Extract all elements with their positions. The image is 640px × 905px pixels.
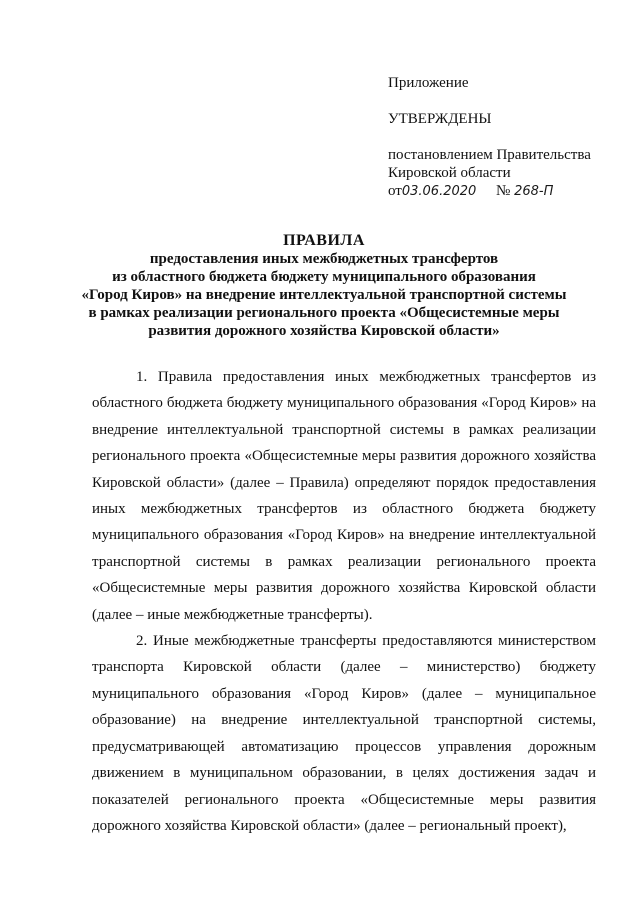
approved-label: УТВЕРЖДЕНЫ xyxy=(388,111,492,127)
title-line: развития дорожного хозяйства Кировской области» xyxy=(148,323,500,339)
resolution-line-2: Кировской области xyxy=(388,165,511,181)
number-prefix: № xyxy=(496,183,511,199)
handwritten-date: 03.06.2020 xyxy=(401,184,477,199)
appendix-label: Приложение xyxy=(388,75,469,91)
title-line: «Город Киров» на внедрение интеллектуальной транспортной системы xyxy=(81,287,567,303)
document-title xyxy=(60,232,588,340)
date-prefix: от xyxy=(388,183,402,199)
document-body xyxy=(92,364,596,839)
number-field xyxy=(496,182,553,201)
paragraph-2: 2. Иные межбюджетные трансферты предоставляются министерством транспорта Кировской области (далее – министерство) бюджету муниципального образования «Город Киров» (далее – муниципальное образование) на внедрение интеллектуальной транспортной системы, предусматривающей автоматизацию процессов управления дорожным движением в муниципальном образовании, в целях достижения задач и показателей регионального проекта «Общесистемные меры развития дорожного хозяйства Кировской области» (далее – региональный проект), xyxy=(92,633,596,834)
resolution-line-1: постановлением Правительства xyxy=(388,147,591,163)
title-line: из областного бюджета бюджету муниципального образования xyxy=(112,269,536,285)
paragraph-1: 1. Правила предоставления иных межбюджетных трансфертов из областного бюджета бюджету муниципального образования «Город Киров» на внедрение интеллектуальной транспортной системы в рамках реализации регионального проекта «Общесистемные меры развития дорожного хозяйства Кировской области» (далее – Правила) определяют порядок предоставления иных межбюджетных трансфертов из областного бюджета бюджету муниципального образования «Город Киров» на внедрение интеллектуальной транспортной системы в рамках реализации регионального проекта «Общесистемные меры развития дорожного хозяйства Кировской области (далее – иные межбюджетные трансферты). xyxy=(92,369,596,623)
date-number-line xyxy=(388,182,554,201)
title-main: ПРАВИЛА xyxy=(283,232,365,249)
title-line: в рамках реализации регионального проекта «Общесистемные меры xyxy=(88,305,560,321)
title-line: предоставления иных межбюджетных трансфертов xyxy=(149,251,499,267)
handwritten-number: 268-П xyxy=(514,184,554,199)
